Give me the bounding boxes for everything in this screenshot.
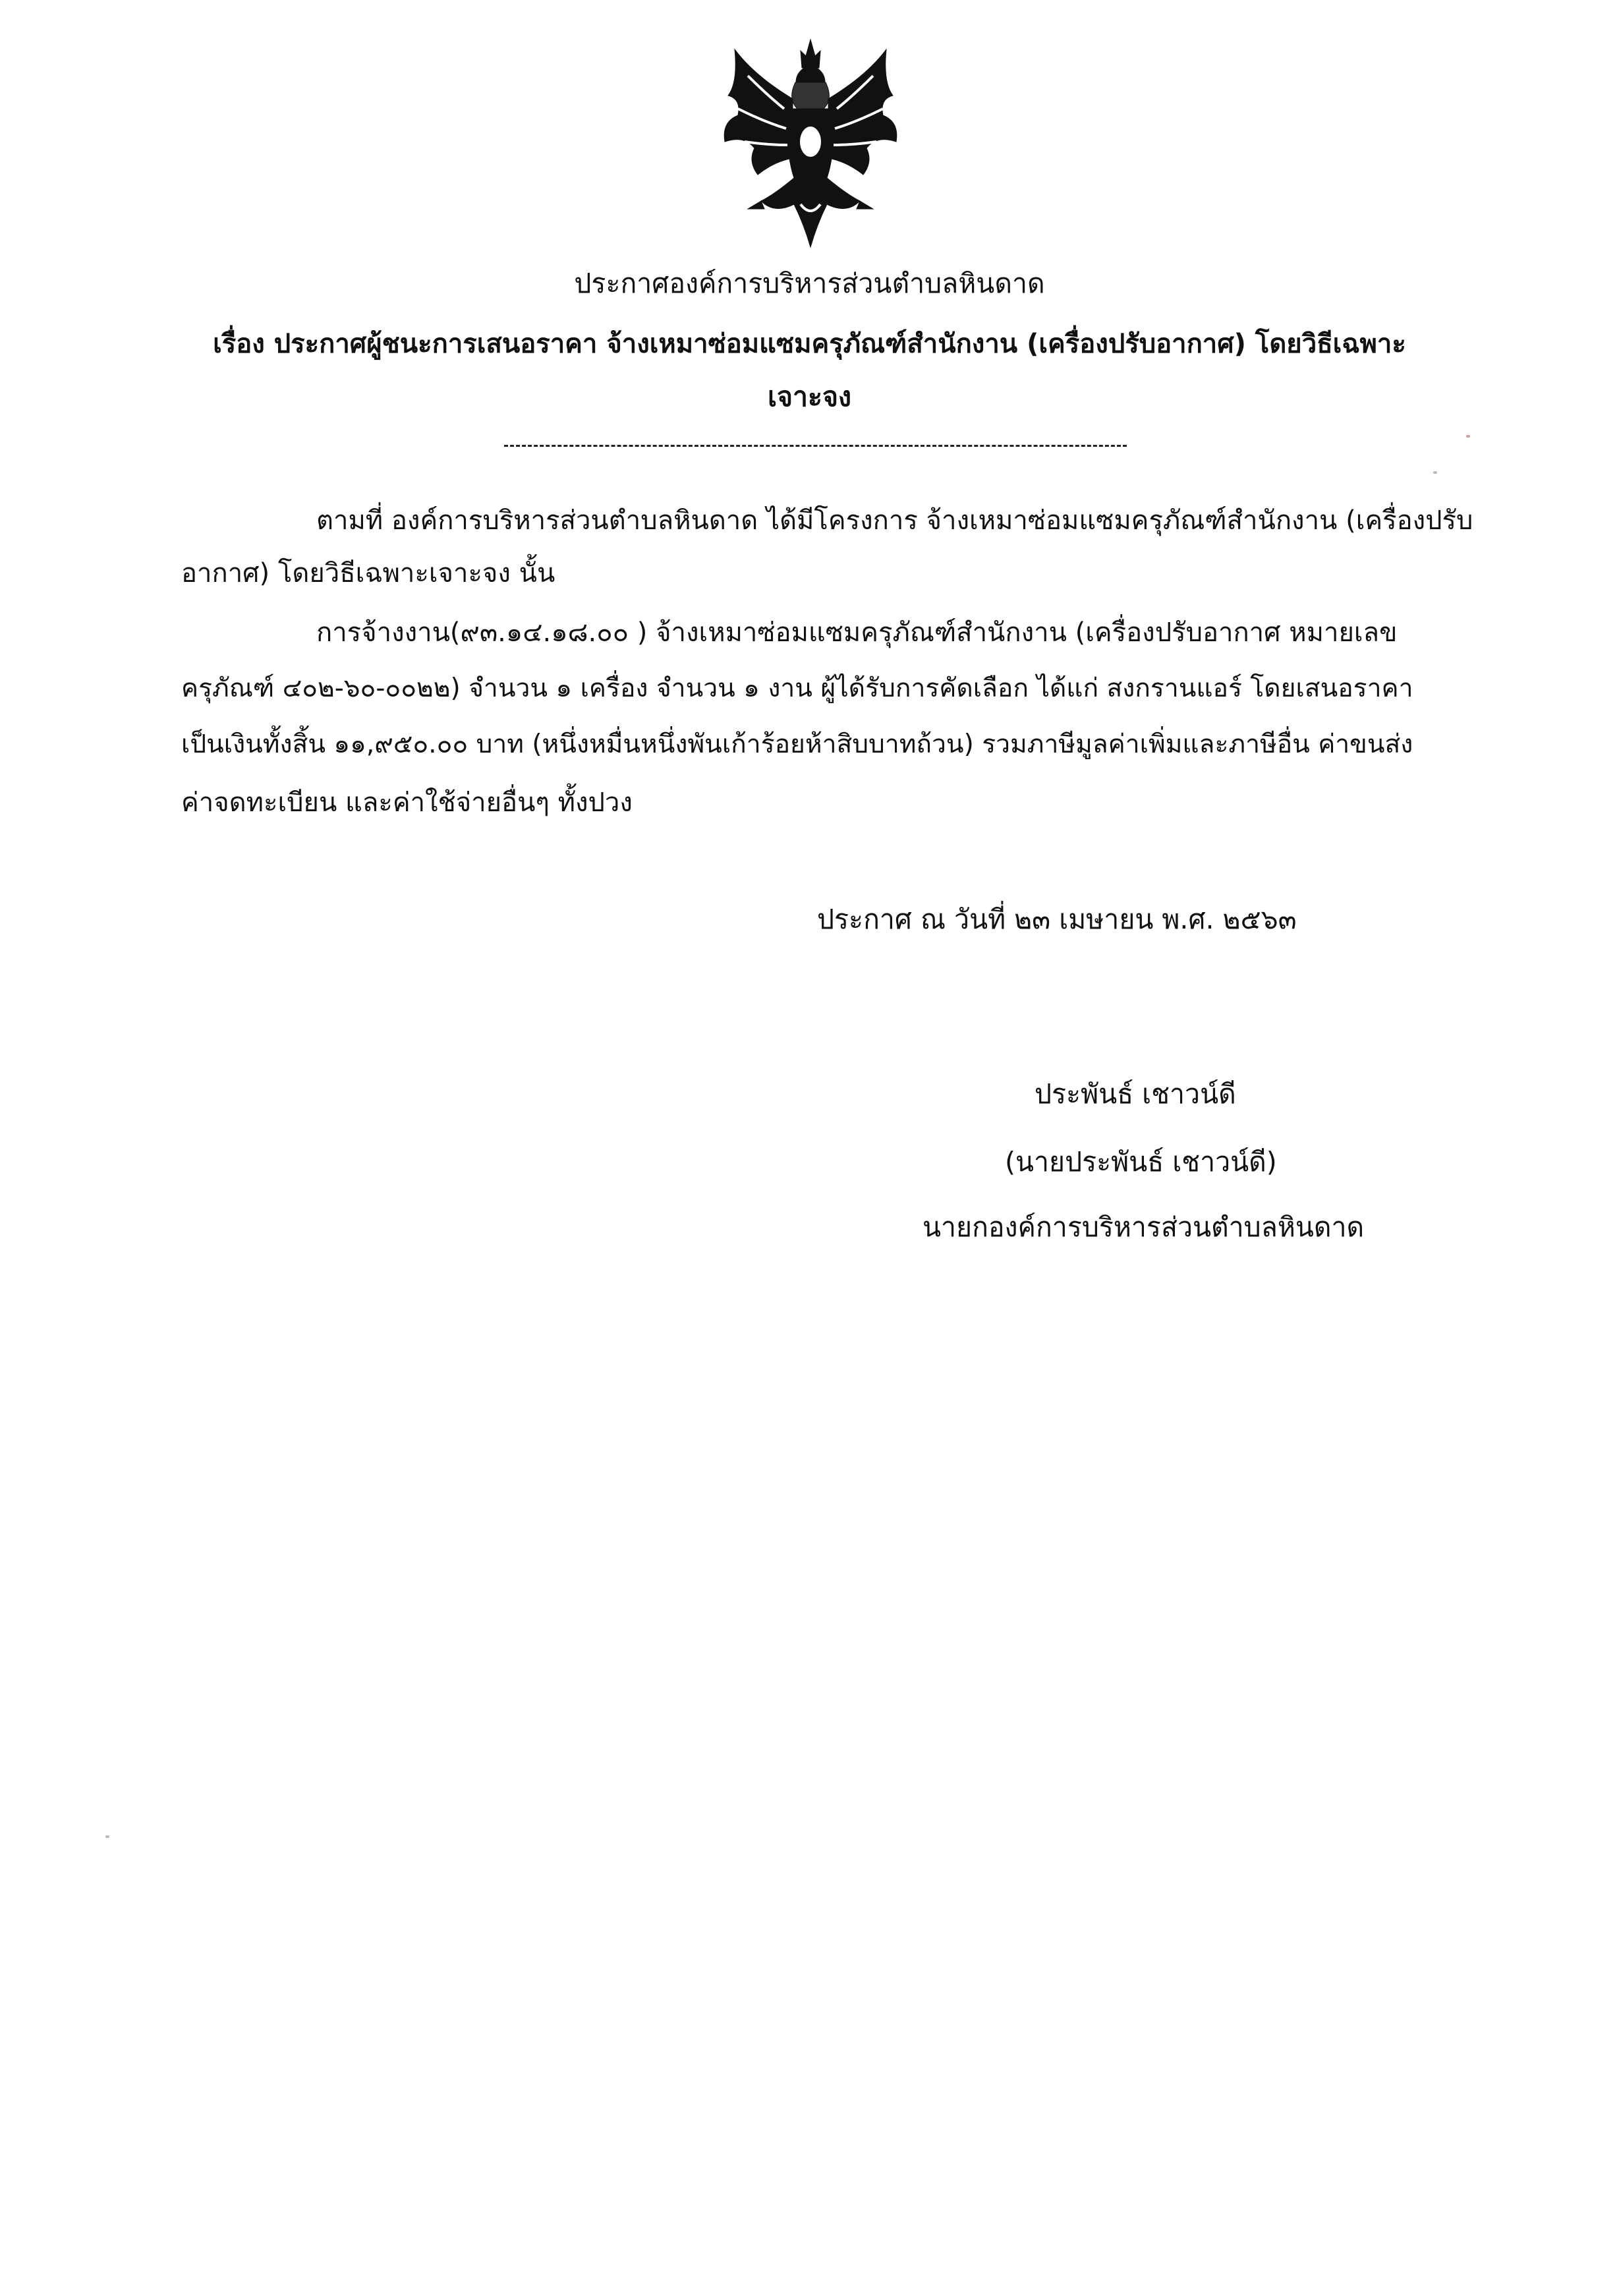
- scan-speck: [1433, 471, 1437, 474]
- org-title: ประกาศองค์การบริหารส่วนตำบลหินดาด: [574, 268, 1045, 299]
- announcement-date: ประกาศ ณ วันที่ ๒๓ เมษายน พ.ศ. ๒๕๖๓: [817, 904, 1297, 935]
- paragraph-1-line-1: ตามที่ องค์การบริหารส่วนตำบลหินดาด ได้มีโครงการ จ้างเหมาซ่อมแซมครุภัณฑ์สำนักงาน (เครื่องปรับ: [316, 505, 1473, 536]
- printed-name: (นายประพันธ์ เชาวน์ดี): [1005, 1146, 1277, 1178]
- paragraph-2-line-1: การจ้างงาน(๙๓.๑๔.๑๘.๐๐ ) จ้างเหมาซ่อมแซมครุภัณฑ์สำนักงาน (เครื่องปรับอากาศ หมายเลข: [316, 617, 1398, 648]
- subject-line-1: เรื่อง ประกาศผู้ชนะการเสนอราคา จ้างเหมาซ่อมแซมครุภัณฑ์สำนักงาน (เครื่องปรับอากาศ) โดยวิธีเฉพาะ: [213, 329, 1406, 359]
- scan-speck: [105, 1835, 109, 1838]
- paragraph-2-line-2: ครุภัณฑ์ ๔๐๒-๖๐-๐๐๒๒) จำนวน ๑ เครื่อง จำนวน ๑ งาน ผู้ได้รับการคัดเลือก ได้แก่ สงกรานแอร์ โดยเสนอราคา: [181, 674, 1413, 703]
- paragraph-2-line-4: ค่าจดทะเบียน และค่าใช้จ่ายอื่นๆ ทั้งปวง: [181, 788, 633, 818]
- scan-speck: [1466, 435, 1470, 438]
- paragraph-1-line-2: อากาศ) โดยวิธีเฉพาะเจาะจง นั้น: [181, 558, 555, 588]
- signer-position: นายกองค์การบริหารส่วนตำบลหินดาด: [923, 1211, 1365, 1243]
- signed-name: ประพันธ์ เชาวน์ดี: [1035, 1078, 1236, 1110]
- garuda-emblem-icon: [708, 36, 913, 254]
- subject-line-2: เจาะจง: [767, 381, 852, 413]
- separator-line: [504, 445, 1127, 447]
- paragraph-2-line-3: เป็นเงินทั้งสิ้น ๑๑,๙๕๐.๐๐ บาท (หนึ่งหมื่นหนึ่งพันเก้าร้อยห้าสิบบาทถ้วน) รวมภาษีมูลค่าเพิ่มและภาษีอื่น ค่าขนส่ง: [181, 730, 1413, 759]
